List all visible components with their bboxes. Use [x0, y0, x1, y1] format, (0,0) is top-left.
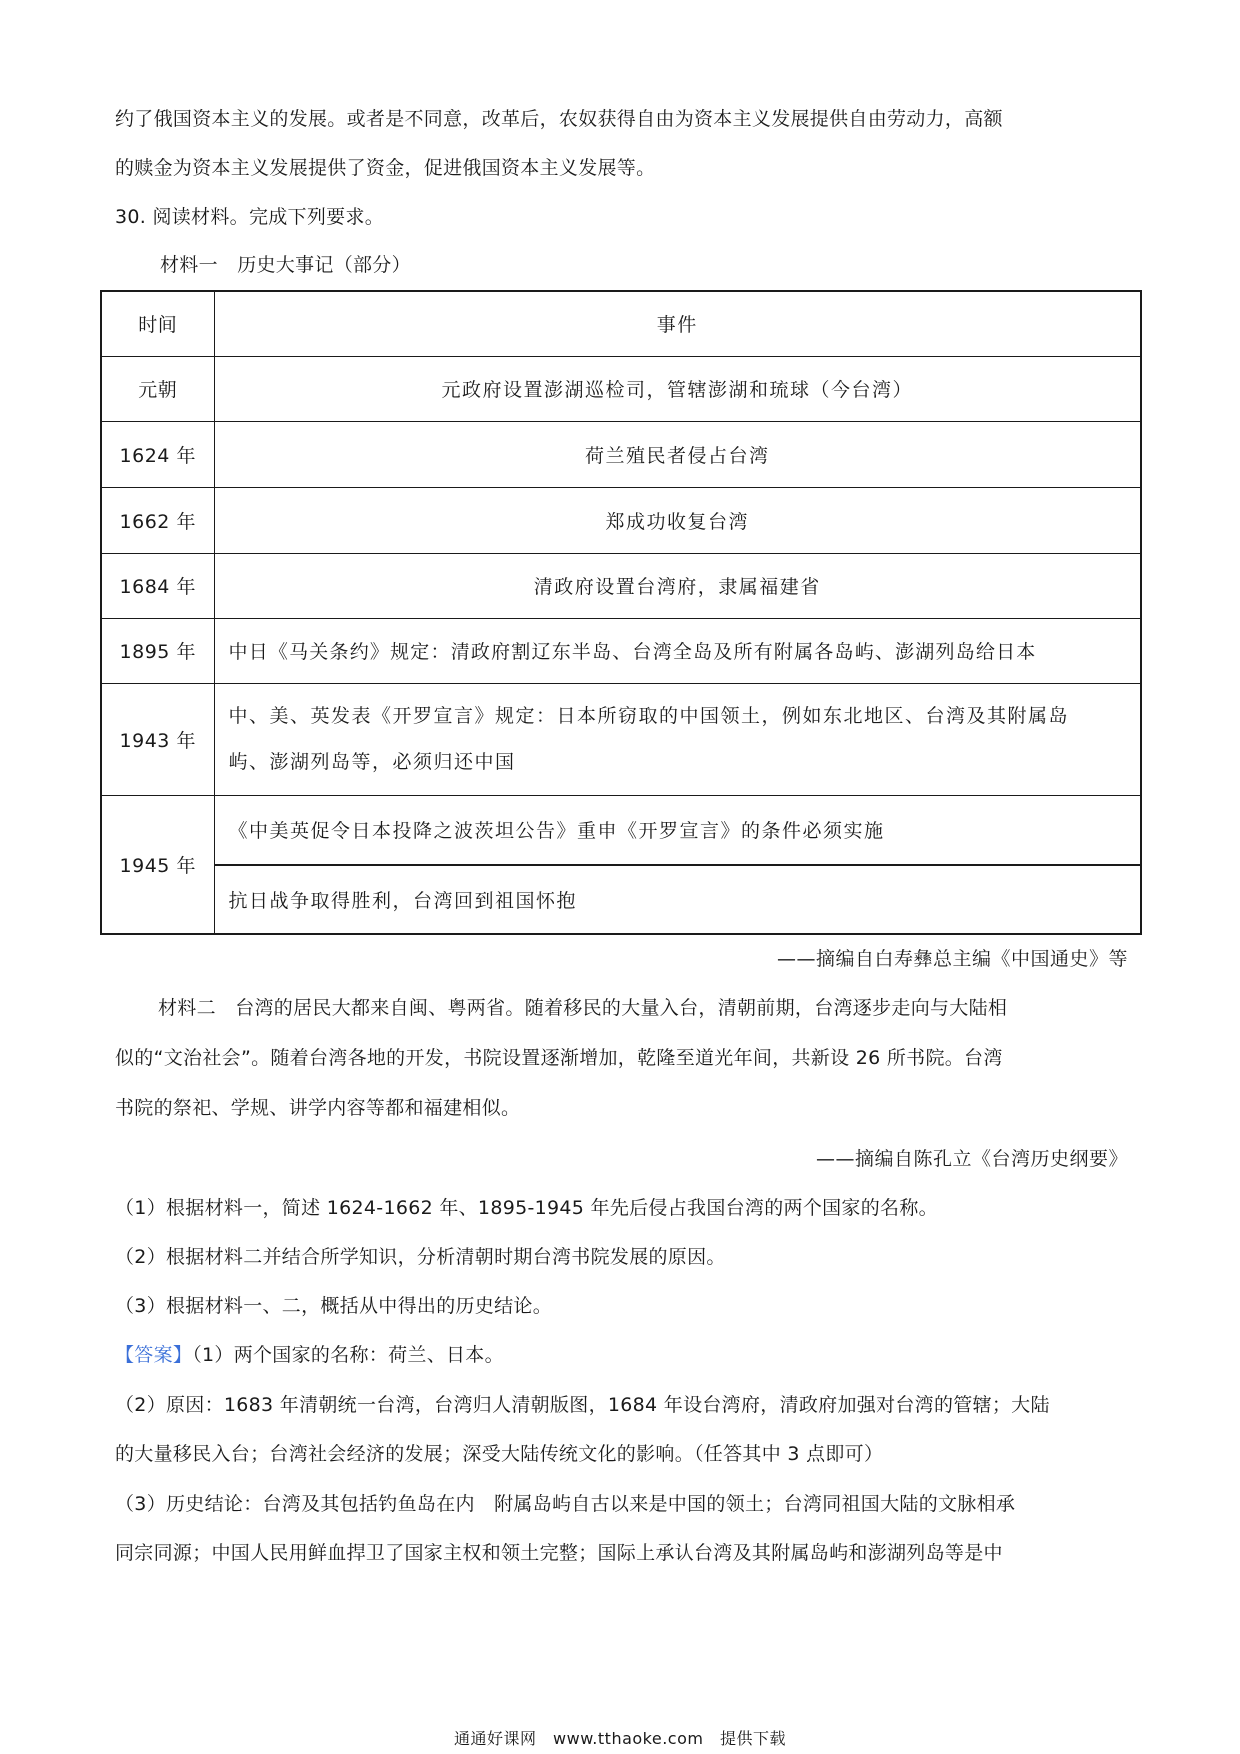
table-row: [101, 865, 1141, 934]
sub-question-2: （2）根据材料二并结合所学知识，分析清朝时期台湾书院发展的原因。: [115, 1246, 726, 1268]
material2-line-2: 似的“文治社会”。随着台湾各地的开发，书院设置逐渐增加，乾隆至道光年间，共新设 26 所书院。台湾: [115, 1047, 1003, 1069]
row-time: 1624 年: [101, 421, 214, 487]
table-row: [101, 356, 1141, 421]
row-time: 1684 年: [101, 553, 214, 618]
material1-source: ——摘编自白寿彝总主编《中国通史》等: [776, 948, 1128, 970]
row-event: 荷兰殖民者侵占台湾: [214, 421, 1141, 487]
sub-question-1: （1）根据材料一，简述 1624-1662 年、1895-1945 年先后侵占我国台湾的两个国家的名称。: [115, 1197, 938, 1219]
answer-2-line-1: （2）原因：1683 年清朝统一台湾，台湾归人清朝版图，1684 年设台湾府，清政府加强对台湾的管辖；大陆: [115, 1394, 1050, 1416]
row-event: 郑成功收复台湾: [214, 487, 1141, 553]
table-row: [101, 683, 1141, 795]
row-time: 元朝: [101, 356, 214, 421]
history-events-table: [100, 290, 1142, 935]
answer-2-line-2: 的大量移民入台；台湾社会经济的发展；深受大陆传统文化的影响。（任答其中 3 点即可）: [115, 1443, 884, 1465]
table-row: [101, 487, 1141, 553]
table-header-row: [101, 291, 1141, 356]
header-event: 事件: [214, 291, 1141, 356]
row-time: 1943 年: [101, 683, 214, 795]
row-event: 清政府设置台湾府，隶属福建省: [214, 553, 1141, 618]
intro-line-1: 约了俄国资本主义的发展。或者是不同意，改革后，农奴获得自由为资本主义发展提供自由劳动力，高额: [115, 108, 1003, 130]
answer-1: [115, 1340, 1130, 1370]
answer-3-line-1: （3）历史结论：台湾及其包括钓鱼岛在内 附属岛屿自古以来是中国的领土；台湾同祖国大陆的文脉相承: [115, 1493, 1016, 1515]
question-title: 30. 阅读材料。完成下列要求。: [115, 206, 385, 228]
answer-1-text: （1）两个国家的名称：荷兰、日本。: [192, 1344, 504, 1366]
answer-tag: 【答案】: [115, 1344, 193, 1366]
table-row: [101, 795, 1141, 865]
table-row: [101, 553, 1141, 618]
row-event-line-1: 中、美、英发表《开罗宣言》规定：日本所窃取的中国领土，例如东北地区、台湾及其附属岛: [228, 705, 1070, 727]
row-event: 元政府设置澎湖巡检司，管辖澎湖和琉球（今台湾）: [214, 356, 1141, 421]
row-time: 1895 年: [101, 618, 214, 683]
material2-source: ——摘编自陈孔立《台湾历史纲要》: [815, 1148, 1128, 1170]
sub-question-3: （3）根据材料一、二，概括从中得出的历史结论。: [115, 1295, 552, 1317]
material2-line-3: 书院的祭祀、学规、讲学内容等都和福建相似。: [115, 1097, 521, 1119]
material1-caption: 材料一 历史大事记（部分）: [160, 254, 411, 276]
header-time: 时间: [101, 291, 214, 356]
row-event: 《中美英促令日本投降之波茨坦公告》重申《开罗宣言》的条件必须实施: [214, 795, 1141, 865]
footer-watermark: 通通好课网 www.tthaoke.com 提供下载: [454, 1729, 786, 1748]
table-row: [101, 618, 1141, 683]
answer-3-line-2: 同宗同源；中国人民用鲜血捍卫了国家主权和领土完整；国际上承认台湾及其附属岛屿和澎湖列岛等是中: [115, 1542, 1003, 1564]
row-event: 抗日战争取得胜利，台湾回到祖国怀抱: [214, 865, 1141, 934]
row-event: [214, 683, 1141, 795]
table-row: [101, 421, 1141, 487]
row-event: 中日《马关条约》规定：清政府割辽东半岛、台湾全岛及所有附属各岛屿、澎湖列岛给日本: [214, 618, 1141, 683]
row-time: 1945 年: [101, 795, 214, 934]
material2-line-1: 材料二 台湾的居民大都来自闽、粤两省。随着移民的大量入台，清朝前期，台湾逐步走向与大陆相: [158, 997, 1008, 1019]
intro-line-2: 的赎金为资本主义发展提供了资金，促进俄国资本主义发展等。: [115, 157, 656, 179]
row-event-line-2: 屿、澎湖列岛等，必须归还中国: [228, 751, 516, 773]
row-time: 1662 年: [101, 487, 214, 553]
